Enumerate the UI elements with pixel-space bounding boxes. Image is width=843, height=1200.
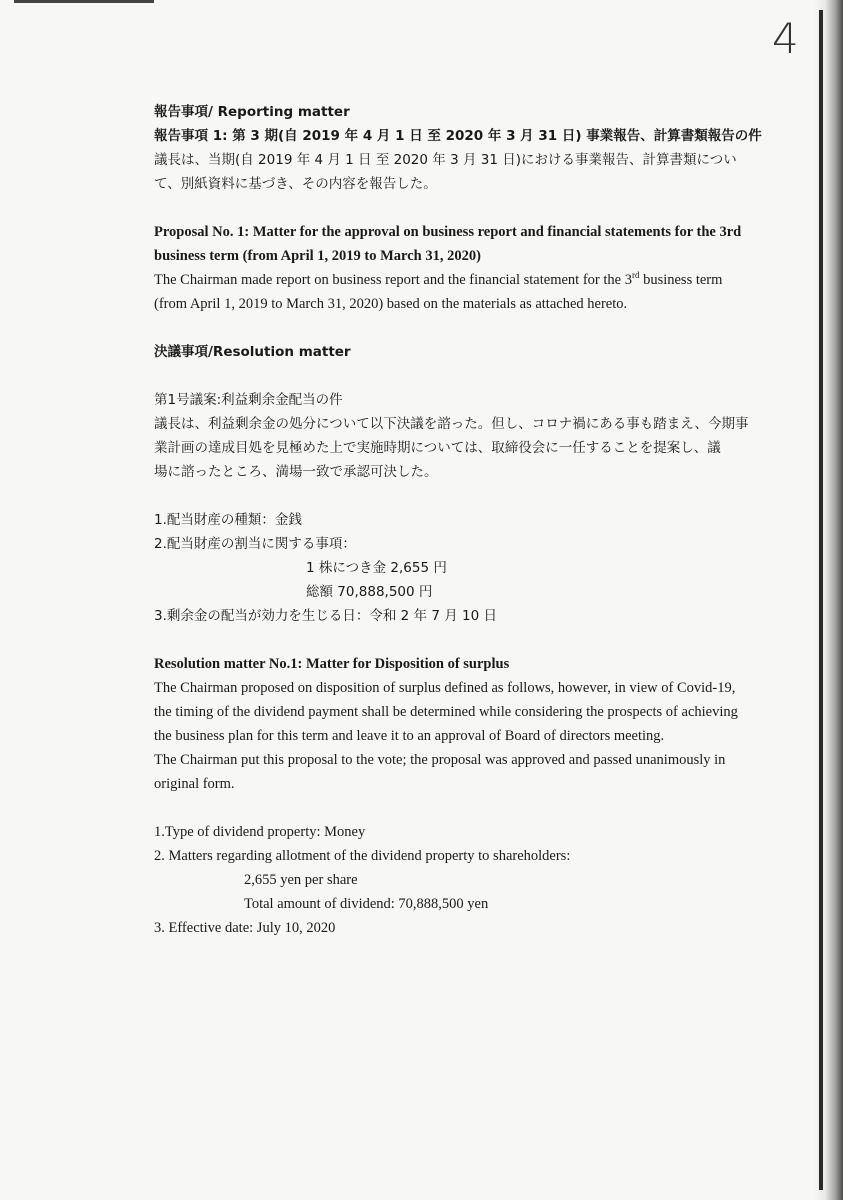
resolution-jp-text: 議長は、利益剰余金の処分について以下決議を諮った。但し、コロナ禍にある事も踏まえ、今期事 <box>154 416 749 432</box>
en-list-item: 1.Type of dividend property: Money <box>154 824 366 840</box>
resolution-en-text: the timing of the dividend payment shall be determined while considering the prospects of achieving <box>154 704 738 720</box>
proposal1-title: business term (from April 1, 2019 to March 31, 2020) <box>154 248 481 264</box>
en-list-subitem: 2,655 yen per share <box>244 872 358 888</box>
scan-shadow <box>813 0 843 1200</box>
jp-list-subitem: 1 株につき金 2,655 円 <box>306 560 447 576</box>
reporting-jp-text: て、別紙資料に基づき、その内容を報告した。 <box>154 176 437 192</box>
resolution-jp-item-title: 第1号議案:利益剰余金配当の件 <box>154 392 343 408</box>
jp-list-item: 2.配当財産の割当に関する事項： <box>154 536 356 552</box>
jp-list-subitem: 総額 70,888,500 円 <box>306 584 433 600</box>
scan-edge-line <box>819 10 823 1190</box>
resolution-en-text: the business plan for this term and leave it to an approval of Board of directors meeting. <box>154 728 665 744</box>
resolution-heading: 決議事項/Resolution matter <box>154 344 351 360</box>
resolution-en-text: original form. <box>154 776 235 792</box>
resolution-jp-text: 業計画の達成目処を見極めた上で実施時期については、取締役会に一任することを提案し、議 <box>154 440 721 456</box>
reporting-item-title: 報告事項 1: 第 3 期(自 2019 年 4 月 1 日 至 2020 年 3 月 31 日) 事業報告、計算書類報告の件 <box>154 128 762 144</box>
proposal1-body: The Chairman made report on business report and the financial statement for the 3rd business term <box>154 270 723 288</box>
resolution-en-text: The Chairman put this proposal to the vote; the proposal was approved and passed unanimously in <box>154 752 726 768</box>
proposal1-body: (from April 1, 2019 to March 31, 2020) based on the materials as attached hereto. <box>154 296 628 312</box>
reporting-jp-text: 議長は、当期(自 2019 年 4 月 1 日 至 2020 年 3 月 31 日)における事業報告、計算書類につい <box>154 152 737 168</box>
handwritten-page-number: 4 <box>772 14 799 63</box>
jp-list-item: 1.配当財産の種類：金銭 <box>154 512 302 528</box>
resolution-en-item-title: Resolution matter No.1: Matter for Disposition of surplus <box>154 656 510 672</box>
en-list-item: 2. Matters regarding allotment of the dividend property to shareholders: <box>154 848 571 864</box>
en-list-subitem: Total amount of dividend: 70,888,500 yen <box>244 896 489 912</box>
resolution-en-text: The Chairman proposed on disposition of surplus defined as follows, however, in view of Covid-19, <box>154 680 736 696</box>
proposal1-title: Proposal No. 1: Matter for the approval on business report and financial statements for the 3rd <box>154 224 742 240</box>
jp-list-item: 3.剰余金の配当が効力を生じる日：令和 2 年 7 月 10 日 <box>154 608 497 624</box>
en-list-item: 3. Effective date: July 10, 2020 <box>154 920 336 936</box>
scan-mark <box>14 0 154 3</box>
document-body <box>154 100 764 940</box>
resolution-jp-text: 場に諮ったところ、満場一致で承認可決した。 <box>154 464 438 480</box>
reporting-heading: 報告事項/ Reporting matter <box>154 104 350 120</box>
